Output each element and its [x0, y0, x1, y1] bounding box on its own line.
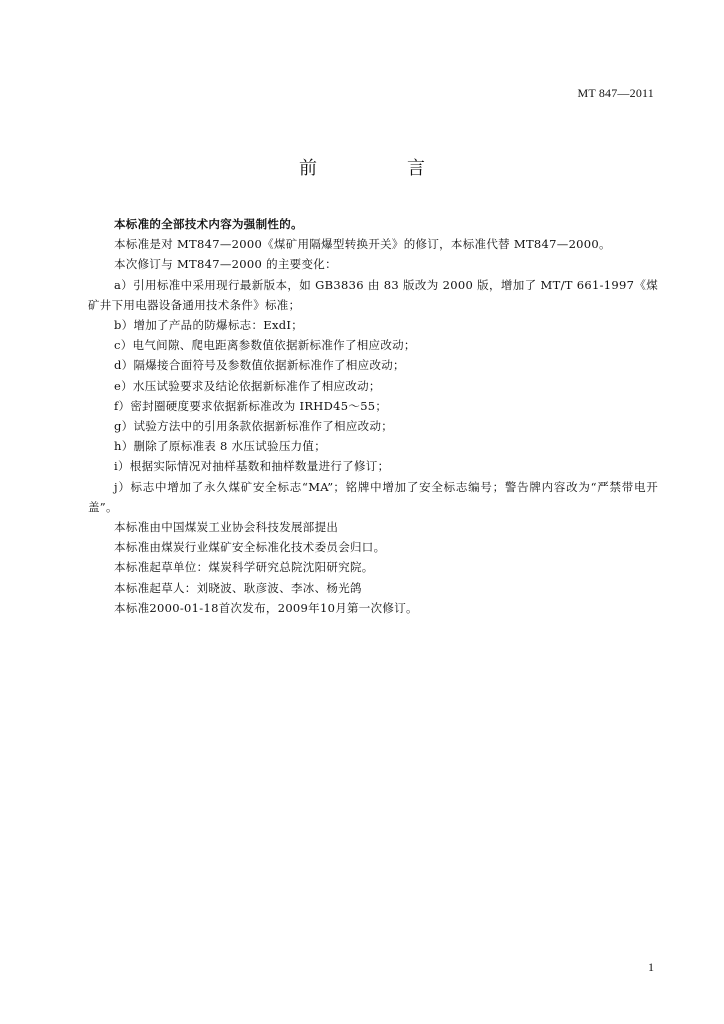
list-item: f）密封圈硬度要求依据新标准改为 IRHD45～55； [114, 398, 388, 413]
list-item: b）增加了产品的防爆标志：ExdI； [114, 318, 304, 333]
list-item: j）标志中增加了永久煤矿安全标志“MA”；铭牌中增加了安全标志编号；警告牌内容改为“严禁带电开盖”。 [88, 479, 658, 514]
list-item: e）水压试验要求及结论依据新标准作了相应改动； [114, 378, 381, 393]
list-item: g）试验方法中的引用条款依据新标准作了相应改动； [114, 419, 394, 434]
list-item: c）电气间隙、爬电距离参数值依据新标准作了相应改动； [114, 338, 416, 353]
paragraph: 本标准是对 MT847—2000《煤矿用隔爆型转换开关》的修订，本标准代替 MT847—2000。 [114, 237, 611, 252]
paragraph: 本标准的全部技术内容为强制性的。 [114, 217, 303, 231]
page-title: 前 言 [299, 158, 461, 179]
paragraph: 本次修订与 MT847—2000 的主要变化： [114, 257, 337, 272]
list-item: h）删除了原标准表 8 水压试验压力值； [114, 439, 327, 454]
page-number: 1 [648, 960, 654, 974]
paragraph: 本标准2000-01-18首次发布，2009年10月第一次修订。 [114, 600, 418, 615]
paragraph: 本标准起草单位：煤炭科学研究总院沈阳研究院。 [114, 560, 374, 575]
foreword-body [88, 214, 658, 618]
list-item: a）引用标准中采用现行最新版本，如 GB3836 由 83 版改为 2000 版，增加了 MT/T 661-1997《煤矿井下用电器设备通用技术条件》标准； [88, 277, 658, 312]
list-item: d）隔爆接合面符号及参数值依据新标准作了相应改动； [114, 358, 405, 373]
paragraph: 本标准起草人：刘晓波、耿彦波、李冰、杨光鸽 [114, 580, 362, 595]
standard-code: MT 847—2011 [577, 86, 654, 100]
list-item: i）根据实际情况对抽样基数和抽样数量进行了修订； [114, 459, 390, 474]
paragraph: 本标准由中国煤炭工业协会科技发展部提出 [114, 520, 339, 535]
paragraph: 本标准由煤炭行业煤矿安全标准化技术委员会归口。 [114, 540, 386, 555]
